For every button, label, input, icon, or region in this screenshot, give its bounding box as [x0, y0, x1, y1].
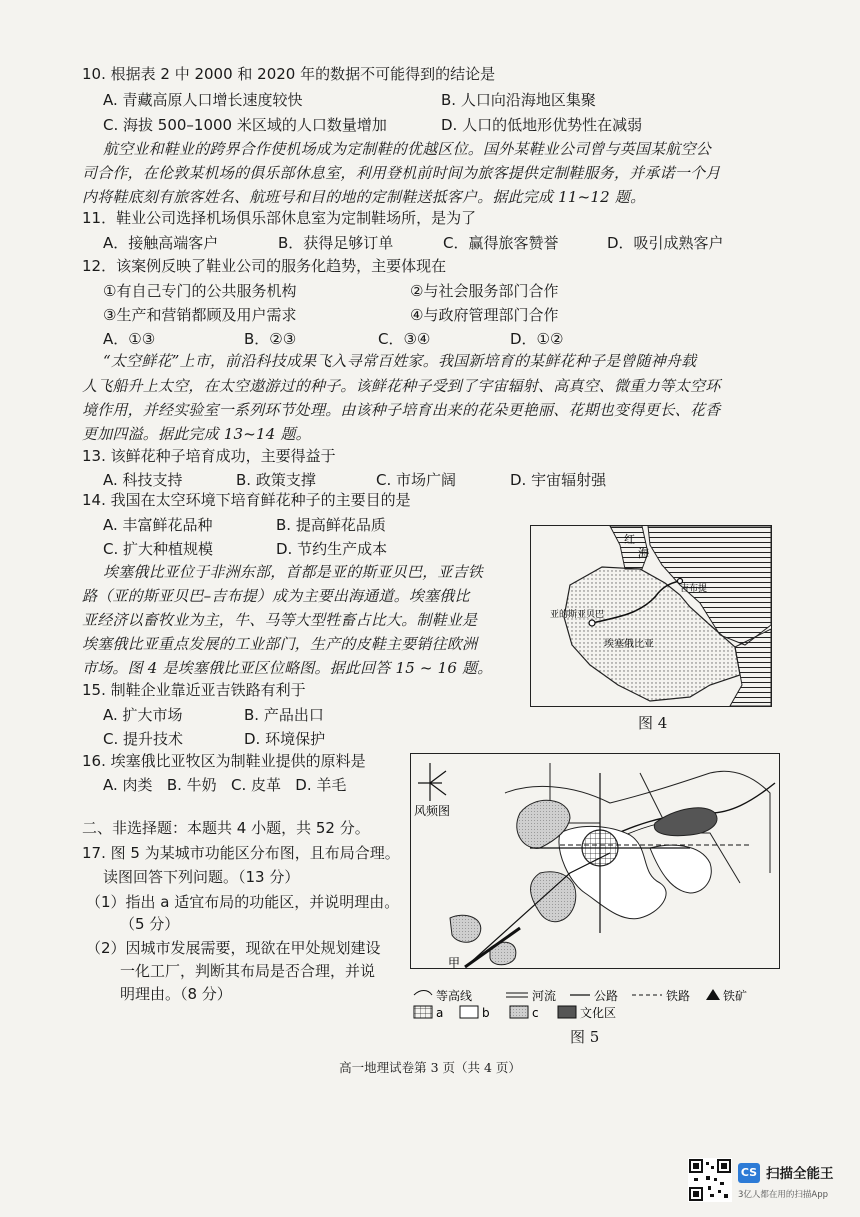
- q17-line-1: 17. 图 5 为某城市功能区分布图，且布局合理。: [82, 844, 400, 862]
- qr-code-icon: [688, 1158, 732, 1202]
- q16-stem: 16. 埃塞俄比亚牧区为制鞋业提供的原料是: [82, 752, 366, 770]
- q15-stem: 15. 制鞋企业靠近亚吉铁路有利于: [82, 681, 306, 699]
- passage1-line-3: 内将鞋底刻有旅客姓名、航班号和目的地的定制鞋送抵客户。据此完成 11~12 题。: [82, 188, 646, 206]
- q15-option-a: A. 扩大市场: [103, 706, 183, 724]
- q11-option-a: A．接触高端客户: [103, 234, 219, 252]
- q14-option-c: C. 扩大种植规模: [103, 540, 214, 558]
- legend-contour-label: 等高线: [436, 989, 473, 1003]
- legend-c-icon: [510, 1006, 528, 1018]
- figure-4-map: [530, 525, 772, 707]
- q15-option-d: D. 环境保护: [244, 730, 326, 748]
- q14-option-b: B. 提高鲜花品质: [276, 516, 386, 534]
- q17-line-2: 读图回答下列问题。（13 分）: [103, 868, 300, 886]
- q12-option-b: B．②③: [244, 330, 297, 348]
- q14-option-d: D. 节约生产成本: [276, 540, 388, 558]
- q12-option-c: C．③④: [378, 330, 431, 348]
- djibouti-label: 吉布提: [680, 584, 708, 594]
- q10-option-d: D. 人口的低地形优势性在减弱: [441, 116, 643, 134]
- q12-option-a: A．①③: [103, 330, 156, 348]
- q12-option-d: D．①②: [510, 330, 564, 348]
- passage2-line-4: 更加四溢。据此完成 13~14 题。: [82, 425, 311, 443]
- q14-option-a: A. 丰富鲜花品种: [103, 516, 213, 534]
- q17-part1-line-2: （5 分）: [120, 915, 180, 933]
- q10-stem: 10. 根据表 2 中 2000 和 2020 年的数据不可能得到的结论是: [82, 65, 496, 83]
- q11-stem: 11．鞋业公司选择机场俱乐部休息室为定制鞋场所，是为了: [82, 209, 477, 227]
- passage3-line-3: 亚经济以畜牧业为主，牛、马等大型牲畜占比大。制鞋业是: [82, 611, 478, 629]
- q12-stem: 12．该案例反映了鞋业公司的服务化趋势，主要体现在: [82, 257, 447, 275]
- q10-option-a: A. 青藏高原人口增长速度较快: [103, 91, 303, 109]
- q14-stem: 14. 我国在太空环境下培育鲜花种子的主要目的是: [82, 491, 411, 509]
- q12-statement-1: ①有自己专门的公共服务机构: [103, 282, 297, 300]
- legend-mine-icon: [706, 989, 720, 1000]
- scanner-app-slogan: 3亿人都在用的扫描App: [738, 1190, 829, 1200]
- q13-option-d: D. 宇宙辐射强: [510, 471, 607, 489]
- addis-ababa-marker: [589, 620, 595, 626]
- legend-contour-icon: [414, 991, 432, 996]
- red-sea-label-2: 海: [638, 547, 649, 560]
- passage3-line-5: 市场。图 4 是埃塞俄比亚区位略图。据此回答 15 ~ 16 题。: [82, 659, 493, 677]
- red-sea-label-1: 红: [624, 533, 635, 546]
- passage2-line-2: 人飞船升上太空，在太空遨游过的种子。该鲜花种子受到了宇宙辐射、高真空、微重力等太空环: [82, 377, 721, 395]
- jia-label: 甲: [448, 956, 461, 970]
- passage1-line-2: 司合作，在伦敦某机场的俱乐部休息室，利用登机前时间为旅客提供定制鞋服务，并承诺一个月: [82, 164, 721, 182]
- q13-option-a: A. 科技支持: [103, 471, 183, 489]
- passage3-line-4: 埃塞俄比亚重点发展的工业部门，生产的皮鞋主要销往欧洲: [82, 635, 478, 653]
- legend-b-icon: [460, 1006, 478, 1018]
- legend-culture-icon: [558, 1006, 576, 1018]
- q12-statement-3: ③生产和营销都顾及用户需求: [103, 306, 297, 324]
- q16-options: A. 肉类 B. 牛奶 C. 皮革 D. 羊毛: [103, 776, 347, 794]
- scanner-app-name: 扫描全能王: [766, 1166, 834, 1182]
- figure-5-map: [410, 753, 780, 1023]
- legend-b-label: b: [482, 1006, 490, 1020]
- wind-rose-label: 风频图: [414, 804, 451, 818]
- passage2-line-3: 境作用，并经实验室一系列环节处理。由该种子培育出来的花朵更艳丽、花期也变得更长、花香: [82, 401, 721, 419]
- legend-river-label: 河流: [532, 989, 557, 1003]
- figure-5-caption: 图 5: [570, 1028, 600, 1046]
- q11-option-c: C．赢得旅客赞誉: [443, 234, 559, 252]
- legend-road-label: 公路: [594, 989, 619, 1003]
- scanner-logo: CS: [738, 1163, 760, 1183]
- section2-heading: 二、非选择题：本题共 4 小题，共 52 分。: [82, 819, 370, 837]
- legend-river-icon: [506, 993, 528, 997]
- legend-a-icon: [414, 1006, 432, 1018]
- q15-option-b: B. 产品出口: [244, 706, 324, 724]
- q17-part2-line-1: （2）因城市发展需要，现欲在甲处规划建设: [86, 939, 381, 957]
- ethiopia-label: 埃塞俄比亚: [604, 639, 654, 650]
- addis-ababa-label: 亚的斯亚贝巴: [550, 610, 605, 620]
- q11-option-d: D．吸引成熟客户: [607, 234, 724, 252]
- zone-c-3: [450, 915, 481, 942]
- legend-mine-label: 铁矿: [723, 989, 748, 1003]
- legend-c-label: c: [532, 1006, 539, 1020]
- q17-part1-line-1: （1）指出 a 适宜布局的功能区，并说明理由。: [86, 893, 400, 911]
- q13-stem: 13. 该鲜花种子培育成功，主要得益于: [82, 447, 336, 465]
- q10-option-b: B. 人口向沿海地区集聚: [441, 91, 596, 109]
- legend-a-label: a: [436, 1006, 444, 1020]
- q12-statement-4: ④与政府管理部门合作: [410, 306, 559, 324]
- passage1-line-1: 航空业和鞋业的跨界合作使机场成为定制鞋的优越区位。国外某鞋业公司曾与英国某航空公: [103, 140, 712, 158]
- passage3-line-2: 路（亚的斯亚贝巴–吉布提）成为主要出海通道。埃塞俄比: [82, 587, 470, 605]
- q13-option-b: B. 政策支撑: [236, 471, 316, 489]
- figure-4-caption: 图 4: [638, 714, 668, 732]
- passage3-line-1: 埃塞俄比亚位于非洲东部，首都是亚的斯亚贝巴，亚吉铁: [103, 563, 484, 581]
- q13-option-c: C. 市场广阔: [376, 471, 457, 489]
- legend-culture-label: 文化区: [580, 1006, 617, 1020]
- q12-statement-2: ②与社会服务部门合作: [410, 282, 559, 300]
- q17-part2-line-2: 一化工厂，判断其布局是否合理，并说: [120, 962, 376, 980]
- legend-rail-label: 铁路: [666, 989, 691, 1003]
- page-footer: 高一地理试卷第 3 页（共 4 页）: [339, 1060, 521, 1075]
- q11-option-b: B．获得足够订单: [278, 234, 394, 252]
- q10-option-c: C. 海拔 500–1000 米区域的人口数量增加: [103, 116, 387, 134]
- djibouti-marker: [678, 579, 683, 584]
- passage2-line-1: “太空鲜花”上市，前沿科技成果飞入寻常百姓家。我国新培育的某鲜花种子是曾随神舟载: [103, 352, 697, 370]
- q15-option-c: C. 提升技术: [103, 730, 184, 748]
- q17-part2-line-3: 明理由。（8 分）: [120, 985, 232, 1003]
